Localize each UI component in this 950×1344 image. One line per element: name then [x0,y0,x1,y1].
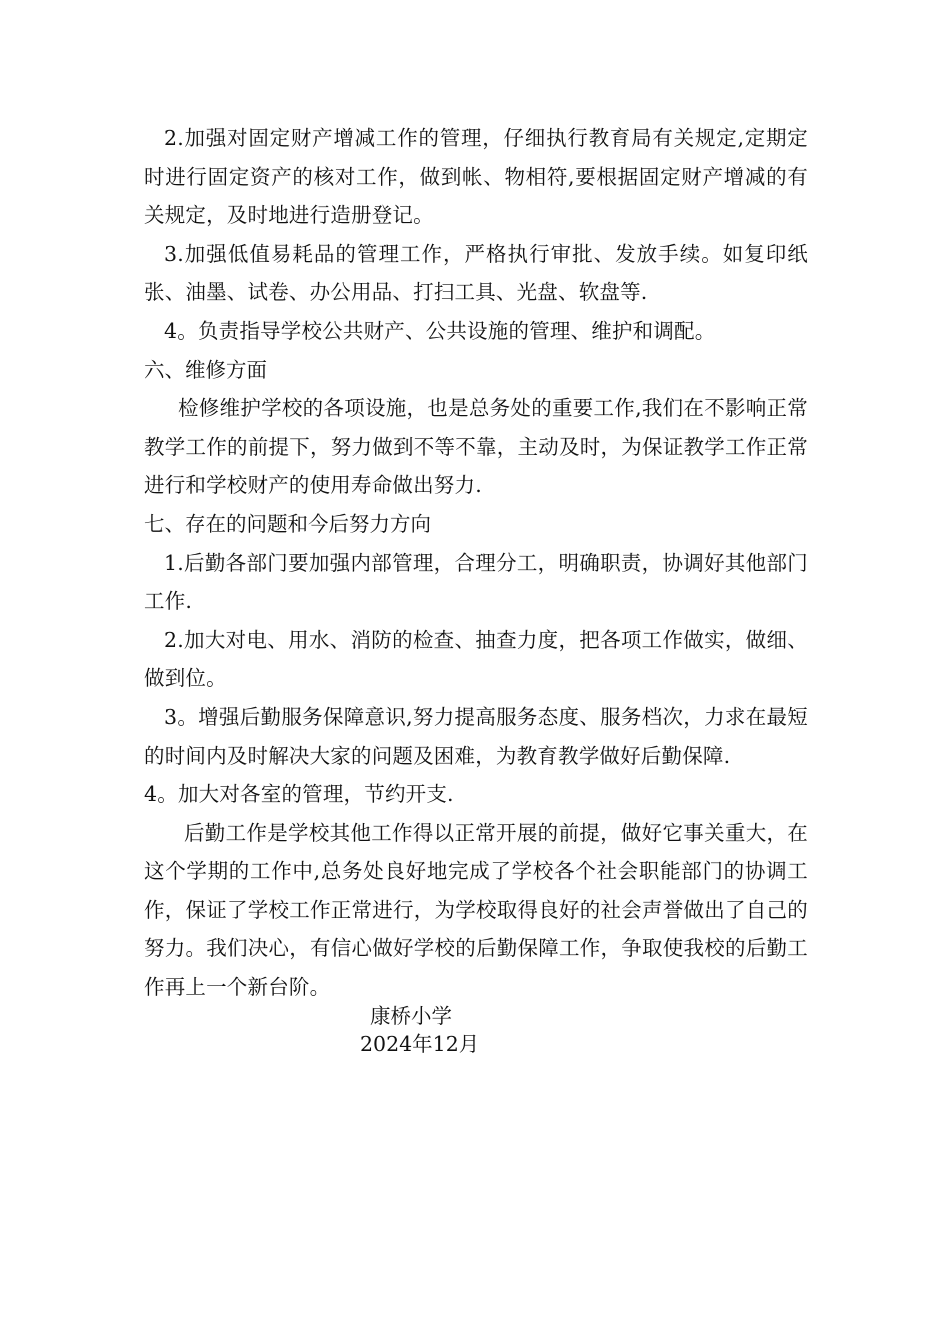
signature-school: 康桥小学 [370,1004,452,1028]
signature-date: 2024年12月 [360,1032,480,1056]
section-heading-maintenance: 六、维修方面 [144,357,267,382]
signature-block [360,1002,520,1058]
paragraph-inspection: 2.加大对电、用水、消防的检查、抽查力度，把各项工作做实，做细、做到位。 [144,627,808,691]
paragraph-service-awareness: 3。增强后勤服务保障意识,努力提高服务态度、服务档次，力求在最短的时间内及时解决大家的问题及困难，为教育教学做好后勤保障. [144,704,808,768]
section-heading-problems: 七、存在的问题和今后努力方向 [144,511,431,536]
paragraph-internal-management: 1.后勤各部门要加强内部管理，合理分工，明确职责，协调好其他部门工作. [144,550,808,614]
paragraph-conclusion: 后勤工作是学校其他工作得以正常开展的前提，做好它事关重大，在这个学期的工作中,总务处良好地完成了学校各个社会职能部门的协调工作，保证了学校工作正常进行，为学校取得良好的社会声誉做出了自己的努力。我们决心，有信心做好学校的后勤保障工作，争取使我校的后勤工作再上一个新台阶。 [144,820,808,1000]
document-body [144,119,808,1007]
paragraph-fixed-assets: 2.加强对固定财产增减工作的管理，仔细执行教育局有关规定,定期定时进行固定资产的核对工作，做到帐、物相符,要根据固定财产增减的有关规定，及时地进行造册登记。 [144,126,808,228]
paragraph-consumables: 3.加强低值易耗品的管理工作，严格执行审批、发放手续。如复印纸张、油墨、试卷、办公用品、打扫工具、光盘、软盘等. [144,241,808,305]
paragraph-public-property: 4。负责指导学校公共财产、公共设施的管理、维护和调配。 [164,318,716,343]
paragraph-maintenance: 检修维护学校的各项设施，也是总务处的重要工作,我们在不影响正常教学工作的前提下，努力做到不等不靠，主动及时，为保证教学工作正常进行和学校财产的使用寿命做出努力. [144,396,808,498]
paragraph-room-management: 4。加大对各室的管理，节约开支. [144,782,454,807]
